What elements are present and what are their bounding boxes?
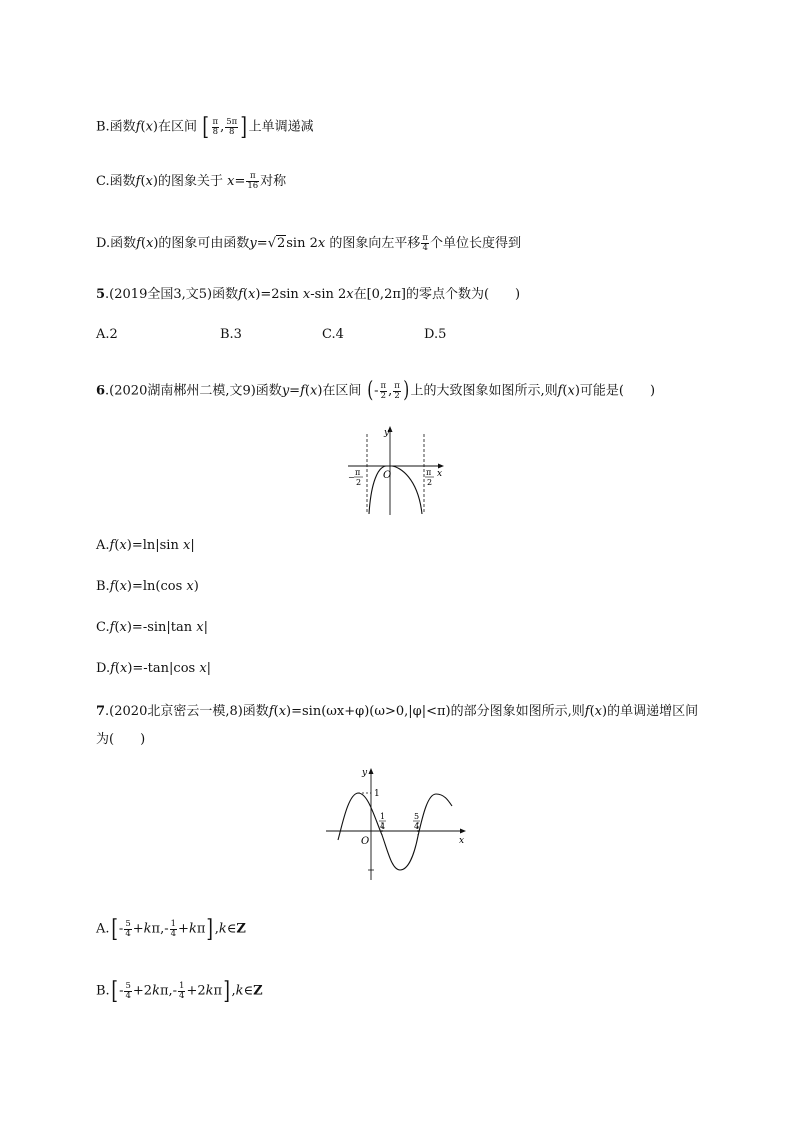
q6-right-tick-den: 2 — [427, 478, 433, 487]
q6-x-label: x — [437, 469, 443, 479]
q7-graph — [322, 760, 472, 885]
q7-t1-num: 1 — [380, 812, 386, 821]
q6-origin: O — [383, 470, 392, 481]
q7-y-label: y — [362, 768, 368, 778]
question-6: 6.(2020湖南郴州二模,文9)函数y=f(x)在区间 (- $\frac{\pi}{2}$ , $\frac{\pi}{2}$ )上的大致图象如图所示,则f(x)可能是( ) — [96, 378, 656, 403]
q6-graph — [340, 420, 450, 520]
q6-y-label: y — [384, 428, 390, 438]
q7-t1-den: 4 — [380, 822, 386, 831]
question-5: 5.(2019全国3,文5)函数f(x)=2sin x-sin 2x在[0,2π]的零点个数为( ) — [96, 287, 521, 302]
q6-right-tick-num: π — [426, 468, 432, 477]
q6-x-arrow — [438, 464, 444, 469]
q6-left-sign: − — [348, 473, 355, 482]
q7-t2-num: 5 — [414, 812, 420, 821]
q6-option-a: A.f(x)=ln|sin x| — [96, 538, 195, 553]
q7-y-tick: 1 — [374, 789, 380, 799]
q6-left-tick-den: 2 — [356, 478, 362, 487]
q7-t2-den: 4 — [414, 822, 420, 831]
q7-option-a: A.[- $\frac{5}{4}$ +kπ,- $\frac{1}{4}$ +kπ],k∈Z — [96, 915, 246, 943]
q7-curve — [338, 793, 452, 870]
q6-curve — [369, 466, 422, 514]
q6-option-d: D.f(x)=-tan|cos x| — [96, 661, 212, 676]
q6-option-c: C.f(x)=-sin|tan x| — [96, 620, 209, 635]
q6-option-b: B.f(x)=ln(cos x) — [96, 579, 199, 594]
q7-y-arrow — [369, 768, 374, 774]
question-7-line2: 为( ) — [96, 732, 146, 747]
q7-option-b: B.[- $\frac{5}{4}$ +2kπ,- $\frac{1}{4}$ +2kπ],k∈Z — [96, 977, 263, 1005]
q7-x-arrow — [460, 829, 466, 834]
q5-option-b: B.3 — [220, 327, 242, 342]
q5-option-a: A.2 — [96, 327, 118, 342]
q5-option-d: D.5 — [424, 327, 447, 342]
option-4c: C.函数f(x)的图象关于 x= $\frac{\pi}{16}$ 对称 — [96, 171, 287, 191]
q7-x-label: x — [459, 836, 465, 846]
q5-option-c: C.4 — [322, 327, 344, 342]
option-4d: D.函数f(x)的图象可由函数y=√2sin 2x 的图象向左平移 $\frac{\pi}{4}$ 个单位长度得到 — [96, 233, 521, 253]
q7-origin: O — [361, 836, 370, 847]
q6-left-tick-num: π — [355, 468, 361, 477]
question-7: 7.(2020北京密云一模,8)函数f(x)=sin(ωx+φ)(ω>0,|φ|<π)的部分图象如图所示,则f(x)的单调递增区间 — [96, 704, 699, 719]
option-4b: B.函数f(x)在区间 [ $\frac{\pi}{8}$ , $\frac{5\pi}{8}$ ]上单调递减 — [96, 113, 314, 141]
